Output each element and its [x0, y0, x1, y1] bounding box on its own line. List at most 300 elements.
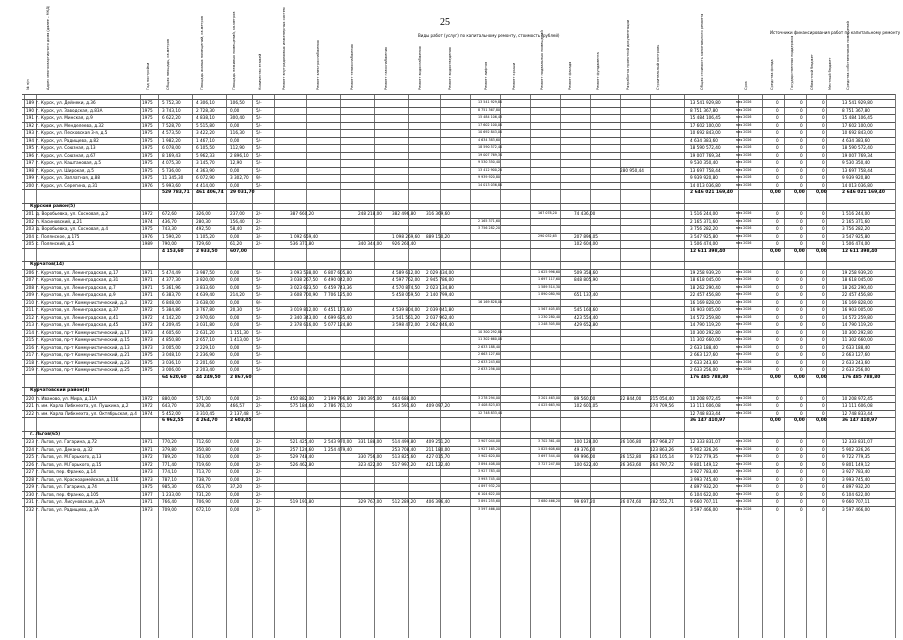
cell-z2: 0 — [800, 329, 803, 335]
cell-a: г. Курск, ул. Менделеева, д.32 — [36, 122, 104, 128]
cell-srok: мая 2026 — [736, 446, 752, 451]
cell-z3: 0 — [822, 167, 825, 173]
cell-z3: 0 — [822, 446, 825, 452]
cell-y: 1972 — [142, 322, 153, 327]
cell-z1: 0 — [776, 454, 779, 459]
cell-nl: 112,90 — [230, 145, 245, 150]
cell-src: 2 633 256,00 — [842, 367, 870, 372]
cell-dev: 263 105,14 — [650, 454, 674, 459]
cell-k: 2 633 188,40 — [478, 344, 501, 349]
cell-nl: 1 413,00 — [230, 337, 249, 342]
cell-v5: 2 023 134,80 — [426, 284, 454, 290]
cell-a: п. Иваново, ул. Мира, д.11А — [36, 395, 98, 401]
cell-pd: 100 128,00 — [574, 439, 598, 444]
cell-l: 5 962,33 — [196, 152, 215, 158]
header-col-24: Областной бюджет — [810, 54, 814, 90]
cell-z1: 0 — [776, 461, 779, 467]
cell-v5: 409 097,20 — [426, 403, 450, 408]
cell-l: 653,70 — [196, 484, 211, 489]
cell-n: 212 — [26, 314, 34, 320]
cell-n: 232 — [26, 506, 34, 512]
cell-l: 3 820,00 — [196, 277, 215, 282]
cell-fund: 3 680 466,20 — [538, 499, 561, 503]
cell-f: 2/- — [256, 395, 262, 401]
cell-f: 5/- — [256, 367, 262, 372]
cell-fund: 1 825 608,60 — [538, 446, 561, 451]
cell-z2: 0 — [800, 469, 803, 474]
cell-tot: 4 897 932,20 — [690, 484, 718, 489]
cell-z2: 0 — [800, 344, 803, 350]
cell-v5: 2 029 434,00 — [426, 269, 454, 275]
cell-tot: 11 302 660,00 — [690, 337, 721, 342]
total-src: 176 485 788,80 — [842, 374, 881, 380]
cell-f: 9/- — [256, 175, 262, 180]
cell-y: 1976 — [142, 182, 153, 188]
total-nl: 29 031,70 — [230, 190, 255, 195]
cell-n: 209 — [26, 292, 34, 297]
cell-y: 1989 — [142, 241, 153, 246]
cell-src: 13 541 929,80 — [842, 100, 873, 105]
total-tot: 2 646 021 169,40 — [690, 190, 733, 195]
total-z3: 0,00 — [816, 374, 827, 380]
cell-fund: 3 727 247,80 — [538, 461, 561, 466]
cell-a: г. Курчатов, ул. Ленинградская, д.7 — [36, 284, 116, 290]
cell-tot: 1 506 474,00 — [690, 241, 718, 246]
cell-fund: 1 890 080,90 — [538, 292, 561, 296]
cell-l: 2 631,20 — [196, 329, 215, 335]
cell-s: 4 850,80 — [162, 337, 181, 342]
cell-a: г. Курчатов, пр-т Коммунистический, д.23 — [36, 359, 130, 365]
cell-s: 985,30 — [162, 484, 177, 489]
total-z3: 0,00 — [816, 190, 827, 195]
cell-f: 5/- — [256, 115, 262, 120]
cell-src: 6 104 622,00 — [842, 491, 870, 497]
cell-nl: 0,00 — [230, 367, 240, 372]
cell-l: 6 105,50 — [196, 145, 215, 150]
cell-src: 14 790 119,20 — [842, 322, 873, 327]
cell-n: 198 — [26, 167, 34, 173]
cell-tot: 9 801 149,12 — [690, 461, 718, 467]
cell-z3: 0 — [822, 307, 825, 312]
cell-z1: 0 — [776, 476, 779, 482]
cell-z2: 0 — [800, 359, 803, 365]
cell-sk: 26 106,80 — [620, 439, 642, 444]
cell-nl: 116,30 — [230, 130, 245, 135]
cell-s: 7 528,70 — [162, 122, 181, 128]
cell-nl: 0,00 — [230, 454, 240, 459]
cell-y: 1975 — [142, 226, 153, 231]
cell-src: 8 751 367,80 — [842, 107, 870, 113]
cell-nl: 61,20 — [230, 241, 242, 246]
grid-hline — [22, 248, 895, 249]
cell-a: г. Курск, ул. Серегина, д.31 — [36, 182, 98, 188]
header-col-1: Адрес многоквартирного дома (далее – МКД) — [46, 5, 50, 90]
cell-z3: 0 — [822, 506, 825, 512]
cell-v1: 2 378 616,00 — [290, 322, 318, 327]
cell-y: 1973 — [142, 337, 153, 342]
cell-srok: мая 2026 — [736, 241, 752, 245]
cell-n: 196 — [26, 152, 34, 158]
cell-z2: 0 — [800, 137, 803, 143]
cell-pd: 651 137,40 — [574, 292, 598, 297]
cell-z3: 0 — [822, 145, 825, 150]
cell-f: 5/- — [256, 314, 262, 320]
cell-a: г. Курчатов, пр-т Коммунистический, д.25 — [36, 367, 130, 372]
cell-a: г. Курск, ул. Песковская 3-я, д.5 — [36, 130, 108, 135]
cell-y: 1971 — [142, 439, 153, 444]
cell-v4: 513 825,60 — [392, 454, 416, 459]
cell-z3: 0 — [822, 367, 825, 372]
cell-k: 1 927 165,20 — [478, 446, 501, 451]
cell-src: 4 897 932,20 — [842, 484, 870, 489]
cell-a: д. Воробьевка, ул. Сосновая, д.4 — [36, 226, 109, 231]
cell-tot: 6 104 622,00 — [690, 491, 718, 497]
cell-f: 5/- — [256, 107, 262, 113]
cell-z1: 0 — [776, 284, 779, 290]
cell-nl: 0,00 — [230, 122, 240, 128]
cell-srok: мая 2026 — [736, 410, 752, 415]
cell-z3: 0 — [822, 284, 825, 290]
cell-n: 222 — [26, 410, 34, 416]
cell-k: 10 692 843,00 — [478, 130, 503, 134]
cell-v5: 421 122,40 — [426, 461, 450, 467]
cell-k: 9 530 350,40 — [478, 160, 501, 164]
cell-k: 11 302 660,00 — [478, 337, 503, 341]
cell-nl: 0,00 — [230, 314, 240, 320]
cell-z2: 0 — [800, 152, 803, 158]
cell-y: 1975 — [142, 160, 153, 165]
cell-a: г. Курчатов, ул. Ленинградская, д.37 — [36, 307, 119, 312]
cell-tot: 10 300 292,80 — [690, 329, 721, 335]
cell-z1: 0 — [776, 307, 779, 312]
cell-f: 2/- — [256, 218, 262, 224]
cell-src: 18 262 290,40 — [842, 284, 873, 290]
cell-z3: 0 — [822, 277, 825, 282]
cell-z1: 0 — [776, 218, 779, 224]
cell-f: 5/- — [256, 100, 262, 105]
cell-f: 5/- — [256, 160, 262, 165]
cell-s: 3 743,10 — [162, 107, 181, 113]
cell-z1: 0 — [776, 469, 779, 474]
cell-z1: 0 — [776, 322, 779, 327]
cell-src: 3 547 925,80 — [842, 233, 870, 239]
cell-tot: 16 903 005,00 — [690, 307, 721, 312]
cell-srok: мая 2026 — [736, 307, 752, 311]
cell-n: 225 — [26, 454, 34, 459]
cell-tot: 2 633 243,60 — [690, 359, 718, 365]
cell-v4: 3 598 472,00 — [392, 322, 420, 327]
cell-f: 2/- — [256, 439, 262, 444]
cell-tot: 22 457 456,80 — [690, 292, 721, 297]
cell-s: 709,00 — [162, 506, 177, 512]
cell-tot: 3 927 783,40 — [690, 469, 718, 474]
cell-srok: мая 2026 — [736, 137, 752, 142]
cell-s: 11 345,30 — [162, 175, 184, 180]
cell-pd: 89 560,00 — [574, 395, 596, 401]
cell-k: 2 633 243,60 — [478, 359, 501, 364]
cell-l: 2 728,30 — [196, 107, 215, 113]
cell-k: 15 484 106,45 — [478, 115, 503, 119]
cell-s: 5 384,86 — [162, 307, 181, 312]
cell-z3: 0 — [822, 491, 825, 497]
cell-z1: 0 — [776, 329, 779, 335]
cell-l: 2 201,60 — [196, 359, 215, 365]
cell-z2: 0 — [800, 352, 803, 357]
cell-v1: 526 462,80 — [290, 461, 314, 467]
cell-z1: 0 — [776, 352, 779, 357]
cell-z3: 0 — [822, 218, 825, 224]
header-col-5: Площадь нежилых помещений, кв.метров — [232, 11, 236, 90]
cell-v5: 211 180,00 — [426, 446, 450, 452]
cell-v3: 280 395,00 — [358, 395, 382, 401]
cell-n: 199 — [26, 175, 34, 180]
cell-v4: 563 591,60 — [392, 403, 416, 408]
cell-nl: 0,00 — [230, 439, 240, 444]
cell-pd: 429 652,80 — [574, 322, 598, 327]
cell-z1: 0 — [776, 152, 779, 158]
cell-z1: 0 — [776, 395, 779, 401]
cell-k: 4 897 932,20 — [478, 484, 501, 488]
total-nl: 2 603,05 — [230, 418, 252, 423]
cell-fund: 4 025 663,90 — [538, 403, 561, 407]
cell-v1: 519 191,80 — [290, 499, 314, 504]
cell-v1: 3 023 623,50 — [290, 284, 318, 290]
cell-nl: 0,00 — [230, 476, 240, 482]
cell-src: 16 903 005,00 — [842, 307, 873, 312]
page-number: 25 — [440, 17, 450, 28]
cell-tot: 17 602 100,00 — [690, 122, 721, 128]
cell-pd: 102 601,05 — [574, 403, 598, 408]
cell-z1: 0 — [776, 226, 779, 231]
cell-src: 19 258 939,20 — [842, 269, 873, 275]
cell-v3: 331 188,00 — [358, 439, 382, 444]
cell-srok: мая 2026 — [736, 344, 752, 349]
total-s: 6 962,55 — [162, 418, 184, 423]
cell-v4: 926 260,40 — [392, 241, 416, 246]
cell-src: 15 484 106,45 — [842, 115, 873, 120]
cell-tot: 8 751 367,80 — [690, 107, 718, 113]
cell-l: 1 105,20 — [196, 233, 215, 239]
cell-z2: 0 — [800, 167, 803, 173]
cell-l: 4 414,00 — [196, 182, 215, 188]
cell-nl: 0,00 — [230, 167, 240, 173]
total-s: 529 783,71 — [162, 190, 190, 195]
cell-z3: 0 — [822, 359, 825, 365]
header-group-sources: Источники финансирования работ по капитальному ремонту — [770, 30, 901, 35]
cell-a: п. им. Карла Либкнехта, ул. Октябрьская, д.4 — [36, 410, 137, 416]
cell-srok: мая 2026 — [736, 292, 752, 296]
cell-n: 224 — [26, 446, 34, 452]
cell-v4: 4 539 804,00 — [392, 307, 420, 312]
header-col-20: Общая стоимость капитального ремонта — [700, 13, 704, 90]
cell-v4: 382 496,80 — [392, 211, 416, 216]
cell-srok: мая 2026 — [736, 130, 752, 134]
header-col-15: Ремонт подвальных помещений — [540, 30, 544, 90]
cell-a: г. Курск, ул. Заплатная, д.88 — [36, 175, 100, 180]
cell-n: 191 — [26, 115, 34, 120]
cell-tot: 2 633 256,00 — [690, 367, 718, 372]
cell-tot: 9 939 920,80 — [690, 175, 718, 180]
cell-a: г. Курск, ул. Дейнеки, д.36 — [36, 100, 96, 105]
cell-z2: 0 — [800, 100, 803, 105]
cell-src: 9 530 350,40 — [842, 160, 870, 165]
cell-z2: 0 — [800, 299, 803, 305]
cell-srok: мая 2026 — [736, 367, 752, 371]
cell-z3: 0 — [822, 454, 825, 459]
cell-pd: 99 697,20 — [574, 499, 596, 504]
cell-s: 6 078,00 — [162, 145, 181, 150]
cell-z1: 0 — [776, 359, 779, 365]
cell-z3: 0 — [822, 211, 825, 216]
header-col-23: Государственная поддержка — [790, 35, 794, 90]
cell-n: 202 — [26, 218, 34, 224]
cell-y: 1975 — [142, 145, 153, 150]
cell-nl: 0,00 — [230, 182, 240, 188]
cell-f: 5/- — [256, 410, 262, 416]
header-col-12: Ремонт водоотведения — [448, 47, 452, 90]
cell-f: 5/- — [256, 322, 262, 327]
cell-src: 12 333 831,07 — [842, 439, 873, 444]
cell-nl: 106,50 — [230, 100, 245, 105]
cell-z2: 0 — [800, 337, 803, 342]
cell-fund: 1 589 514,30 — [538, 284, 561, 289]
total-src: 2 646 021 169,40 — [842, 190, 885, 195]
cell-srok: мая 2026 — [736, 299, 752, 304]
cell-tot: 3 756 282,20 — [690, 226, 718, 231]
cell-nl: 0,00 — [230, 506, 240, 512]
total-nl: 607,00 — [230, 248, 247, 254]
cell-v1: 3 093 538,00 — [290, 269, 318, 275]
cell-f: 2/- — [256, 499, 262, 504]
cell-f: 5/- — [256, 359, 262, 365]
cell-a: с. Полянское, д.175 — [36, 233, 80, 239]
cell-z3: 0 — [822, 299, 825, 305]
cell-z2: 0 — [800, 322, 803, 327]
cell-nl: 0,00 — [230, 277, 240, 282]
cell-s: 3 036,10 — [162, 359, 181, 365]
cell-n: 230 — [26, 491, 34, 497]
header-col-4: Площадь жилых помещений, кв.метров — [200, 16, 204, 90]
cell-srok: мая 2026 — [736, 439, 752, 443]
cell-k: 3 907 044,00 — [478, 439, 501, 443]
total-z3: 0,00 — [816, 418, 827, 423]
cell-v5: 2 062 046,40 — [426, 322, 454, 327]
cell-srok: мая 2026 — [736, 100, 752, 104]
cell-f: 5/- — [256, 292, 262, 297]
cell-nl: 0,00 — [230, 446, 240, 452]
cell-srok: мая 2026 — [736, 395, 752, 400]
cell-v1: 1 092 659,40 — [290, 233, 318, 239]
cell-n: 203 — [26, 226, 34, 231]
cell-srok: мая 2026 — [736, 175, 752, 179]
cell-srok: мая 2026 — [736, 491, 752, 496]
cell-l: 2 203,40 — [196, 367, 215, 372]
cell-l: 4 363,90 — [196, 167, 215, 173]
cell-z2: 0 — [800, 277, 803, 282]
cell-tot: 18 590 572,40 — [690, 145, 721, 150]
header-col-9: Ремонт теплоснабжения — [350, 44, 354, 90]
cell-tot: 2 165 371,60 — [690, 218, 718, 224]
cell-k: 17 602 100,00 — [478, 122, 503, 127]
cell-tot: 14 572 259,80 — [690, 314, 721, 320]
cell-v4: 444 688,00 — [392, 395, 416, 401]
total-tot: 176 485 788,80 — [690, 374, 729, 380]
header-col-11: Ремонт водоснабжения — [418, 46, 422, 90]
cell-src: 9 660 707,11 — [842, 499, 870, 504]
cell-v2: 6 459 743,36 — [324, 284, 352, 290]
cell-tot: 13 111 606,08 — [690, 403, 721, 408]
cell-v1: 536 371,80 — [290, 241, 314, 246]
cell-f: 3/- — [256, 233, 262, 239]
cell-n: 221 — [26, 403, 34, 408]
cell-v2: 6 451 173,60 — [324, 307, 352, 312]
cell-z1: 0 — [776, 233, 779, 239]
cell-f: 2/- — [256, 226, 262, 231]
cell-src: 5 902 326,26 — [842, 446, 870, 452]
cell-tot: 1 516 244,00 — [690, 211, 718, 216]
cell-n: 204 — [26, 233, 34, 239]
cell-z2: 0 — [800, 395, 803, 401]
cell-z2: 0 — [800, 233, 803, 239]
cell-y: 1975 — [142, 137, 153, 143]
cell-z2: 0 — [800, 292, 803, 297]
cell-z3: 0 — [822, 344, 825, 350]
header-col-13: Ремонт лифтов — [484, 61, 488, 90]
cell-a: г. Льгов, пер. Франко, д.105 — [36, 491, 99, 497]
cell-v2: 2 543 970,00 — [324, 439, 352, 444]
cell-src: 2 633 188,40 — [842, 344, 870, 350]
cell-z1: 0 — [776, 277, 779, 282]
cell-nl: 58,40 — [230, 226, 242, 231]
cell-v1: 2 340 343,00 — [290, 314, 318, 320]
cell-v2: 4 699 635,40 — [324, 314, 352, 320]
cell-tot: 4 634 383,60 — [690, 137, 718, 143]
cell-srok: мая 2026 — [736, 167, 752, 172]
cell-dev: 123 863,26 — [650, 446, 674, 452]
cell-z3: 0 — [822, 130, 825, 135]
cell-s: 4 377,30 — [162, 277, 181, 282]
cell-z1: 0 — [776, 115, 779, 120]
cell-fund: 1 248 305,80 — [538, 322, 561, 326]
cell-z3: 0 — [822, 115, 825, 120]
cell-v4: 253 708,40 — [392, 446, 416, 452]
cell-n: 200 — [26, 182, 34, 188]
cell-nl: 0,00 — [230, 322, 240, 327]
cell-tot: 5 902 326,26 — [690, 446, 718, 452]
cell-y: 1973 — [142, 506, 153, 512]
cell-srok: мая 2026 — [736, 469, 752, 473]
cell-v1: 521 425,40 — [290, 439, 314, 444]
cell-z1: 0 — [776, 499, 779, 504]
cell-l: 3 638,00 — [196, 299, 215, 305]
cell-src: 1 516 244,00 — [842, 211, 870, 216]
cell-y: 1975 — [142, 130, 153, 135]
cell-n: 229 — [26, 484, 34, 489]
cell-z3: 0 — [822, 269, 825, 275]
cell-v4: 1 098 269,60 — [392, 233, 420, 239]
cell-z2: 0 — [800, 446, 803, 452]
cell-z1: 0 — [776, 484, 779, 489]
cell-y: 1971 — [142, 499, 153, 504]
cell-v4: 3 541 561,20 — [392, 314, 420, 320]
cell-z2: 0 — [800, 226, 803, 231]
cell-v5: 2 039 041,80 — [426, 307, 454, 312]
cell-f: 2/- — [256, 469, 262, 474]
cell-srok: мая 2026 — [736, 329, 752, 334]
cell-v5: 409 251,20 — [426, 439, 450, 444]
cell-n: 193 — [26, 130, 34, 135]
cell-y: 1975 — [142, 367, 153, 372]
